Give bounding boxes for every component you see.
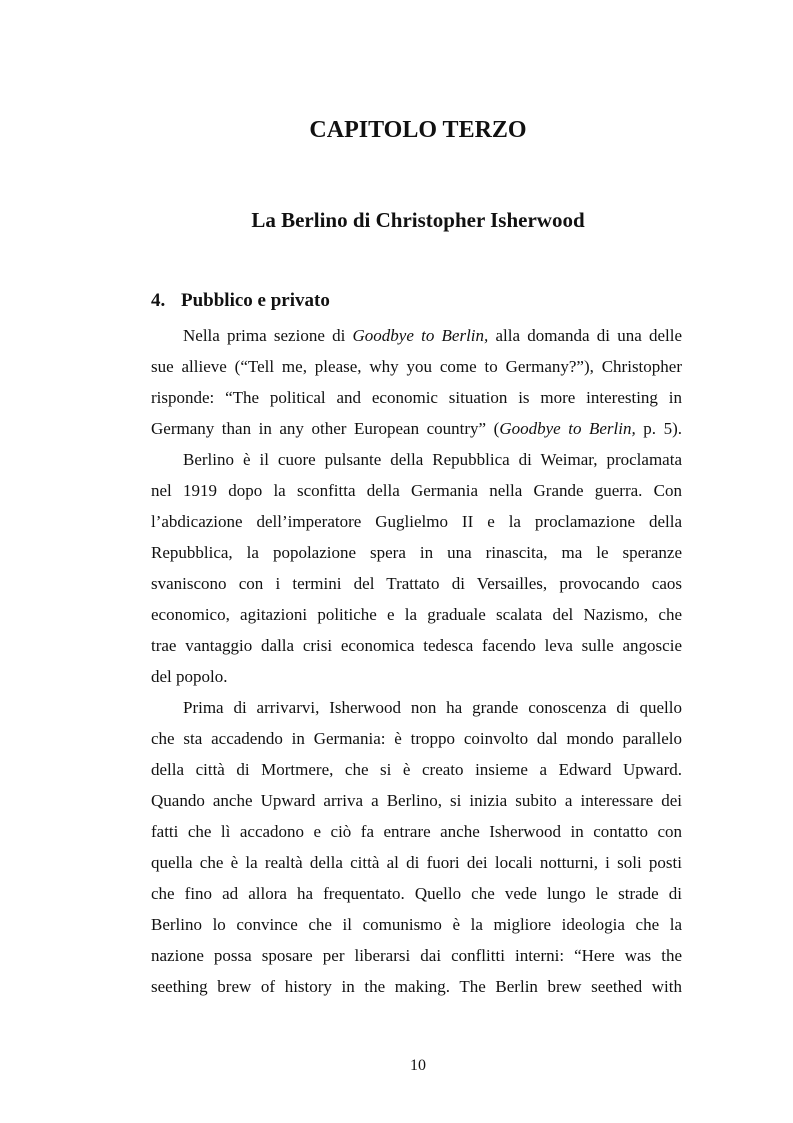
paragraph-3-line: Berlino lo convince che il comunismo è la migliore ideologia che la bbox=[151, 915, 682, 934]
paragraph-2-line: Berlino è il cuore pulsante della Repubblica di Weimar, proclamata bbox=[183, 450, 682, 469]
paragraph-2-line: svaniscono con i termini del Trattato di Versailles, provocando caos bbox=[151, 574, 682, 593]
section-number: 4. bbox=[151, 290, 166, 311]
paragraph-3-line: Prima di arrivarvi, Isherwood non ha grande conoscenza di quello bbox=[183, 698, 682, 717]
paragraph-3-line: quella che è la realtà della città al di fuori dei locali notturni, i soli posti bbox=[151, 853, 682, 872]
text-run: alla domanda di una delle bbox=[488, 326, 682, 345]
paragraph-2-line: l’abdicazione dell’imperatore Guglielmo II e la proclamazione della bbox=[151, 512, 682, 531]
chapter-subtitle: La Berlino di Christopher Isherwood bbox=[251, 208, 585, 232]
book-title-italic: Goodbye to Berlin, bbox=[499, 419, 636, 438]
text-run: Germany than in any other European country” ( bbox=[151, 419, 500, 438]
section-title: Pubblico e privato bbox=[181, 290, 330, 311]
book-title-italic: Goodbye to Berlin, bbox=[352, 326, 489, 345]
paragraph-3-line: che sta accadendo in Germania: è troppo coinvolto dal mondo parallelo bbox=[151, 729, 682, 748]
text-run: Nella prima sezione di bbox=[183, 326, 353, 345]
paragraph-2-line: economico, agitazioni politiche e la graduale scalata del Nazismo, che bbox=[151, 605, 682, 624]
paragraph-3-line: della città di Mortmere, che si è creato insieme a Edward Upward. bbox=[151, 760, 682, 779]
paragraph-3-line: Quando anche Upward arriva a Berlino, si inizia subito a interessare dei bbox=[151, 791, 682, 810]
paragraph-1-line: sue allieve (“Tell me, please, why you come to Germany?”), Christopher bbox=[151, 357, 682, 376]
paragraph-3-line: che fino ad allora ha frequentato. Quello che vede lungo le strade di bbox=[151, 884, 682, 903]
section-heading bbox=[151, 288, 330, 314]
paragraph-1-line bbox=[151, 320, 682, 351]
paragraph-1-line: risponde: “The political and economic situation is more interesting in bbox=[151, 388, 682, 407]
page-number: 10 bbox=[410, 1057, 426, 1074]
body-text bbox=[151, 320, 682, 1002]
paragraph-2-line: Repubblica, la popolazione spera in una rinascita, ma le speranze bbox=[151, 543, 682, 562]
paragraph-2-line: nel 1919 dopo la sconfitta della Germania nella Grande guerra. Con bbox=[151, 481, 682, 500]
paragraph-2-line: del popolo. bbox=[151, 667, 228, 686]
text-run: p. 5). bbox=[635, 419, 682, 438]
paragraph-2-line: trae vantaggio dalla crisi economica tedesca facendo leva sulle angoscie bbox=[151, 636, 682, 655]
paragraph-3-line: nazione possa sposare per liberarsi dai conflitti interni: “Here was the bbox=[151, 946, 682, 965]
paragraph-3-line: seething brew of history in the making. The Berlin brew seethed with bbox=[151, 977, 682, 996]
chapter-title: CAPITOLO TERZO bbox=[309, 117, 527, 143]
paragraph-3-line: fatti che lì accadono e ciò fa entrare anche Isherwood in contatto con bbox=[151, 822, 682, 841]
paragraph-1-line bbox=[151, 413, 682, 444]
